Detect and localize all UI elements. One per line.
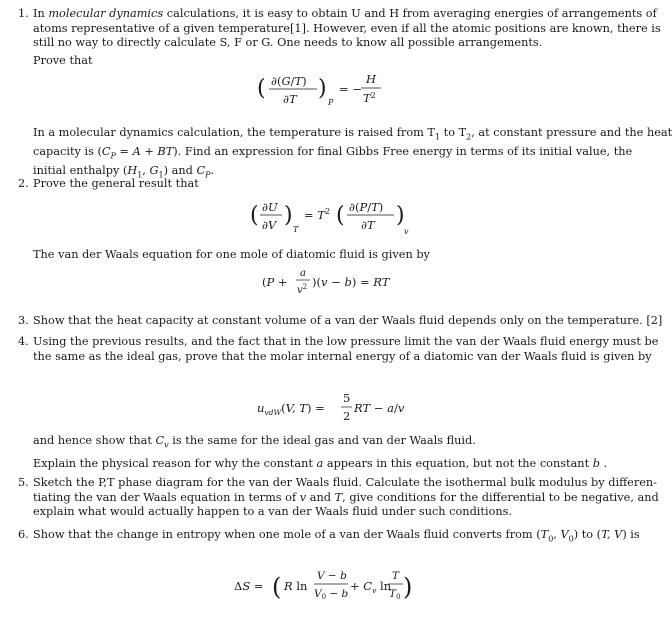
svg-text:∂V: ∂V [262,218,277,232]
item-number: 4. [18,335,29,348]
text-line: Explain the physical reason for why the constant a appears in this equation, but not the constant b . [33,456,608,470]
item-4-continuation [33,434,622,471]
svg-text:(: ( [336,203,345,228]
svg-text:): ) [403,573,413,601]
svg-text:): ) [318,76,327,101]
item-5-text [33,476,659,520]
svg-text:v: v [404,227,409,236]
equation-energy-equation [248,194,408,244]
svg-text:+ Cv ln: + $C_v$ ln [350,579,392,595]
svg-text:∂(G/T): ∂(G/T) [271,74,307,88]
item-number: 6. [18,528,29,541]
item-4-text [33,335,659,364]
svg-text:)(v − b) = RT: )(v − b) = RT [312,275,390,289]
item-2-text [33,177,622,192]
svg-text:): ) [396,203,405,228]
svg-text:R ln: R ln [284,579,308,593]
text-line: Using the previous results, and the fact that in the low pressure limit the van der Waals fluid energy must be [33,335,659,348]
text-line: capacity is $(C_P = A + BT)$. Find an expression for final Gibbs Free energy in terms of its initial value, the [33,144,633,161]
item-1-text [33,7,661,51]
item-number: 2. [18,177,29,190]
text-line: initial enthalpy ($H_1$, $G_1$) and $C_P$. [33,163,215,179]
equation-van-der-waals [260,262,390,306]
svg-text:T: T [392,570,400,582]
equation-gibbs-helmholtz [255,68,385,116]
svg-text:2: 2 [343,409,351,423]
text-line: tiating the van der Waals equation in terms of v and T, give conditions for the differential to be negative, and [33,490,659,504]
svg-text:): ) [284,203,293,228]
svg-text:T0: T0 [389,588,401,601]
svg-text:5: 5 [343,391,351,405]
svg-text:V0 − b: V0 − b [314,588,349,601]
equation-internal-energy [255,388,405,434]
svg-text:= T2: = $T^2$ [304,207,331,222]
item-number: 3. [18,314,29,327]
svg-text:H: H [366,72,377,86]
svg-text:(: ( [257,76,266,101]
equation-entropy-change [232,563,412,615]
item-3-text [33,314,663,329]
item-1-continuation [33,126,672,183]
item-number: 1. [18,7,29,20]
svg-text:∂U: ∂U [262,200,278,214]
svg-text:= −: = − [339,82,362,96]
text-line: atoms representative of a given temperature[1]. However, even if all the atomic positions are known, there is [33,21,661,35]
item-6-text [33,528,640,547]
svg-text:v2: $v^2$ [297,283,308,296]
svg-text:(: ( [272,573,282,601]
svg-text:(P +: (P + [262,275,288,289]
text-line: the same as the ideal gas, prove that the molar internal energy of a diatomic van der Waals fluid is given by [33,349,652,363]
svg-text:∂T: ∂T [283,92,297,106]
svg-text:P: P [328,98,334,107]
text-line: explain what would actually happen to a van der Waals fluid under such conditions. [33,505,513,519]
svg-text:T2: $T^2$ [363,91,376,105]
text-line: still no way to directly calculate S, F or G. One needs to know all possible arrangements. [33,36,543,50]
svg-text:a: a [300,268,306,279]
prove-that-label: Prove that [33,54,93,67]
svg-text:(: ( [250,203,259,228]
svg-text:RT − a/v: RT − a/v [354,401,405,415]
text-line: Prove the general result that [33,177,199,190]
text-line: Show that the heat capacity at constant volume of a van der Waals fluid depends only on the temperature. [2] [33,314,663,327]
vdw-intro: The van der Waals equation for one mole of diatomic fluid is given by [33,248,430,261]
svg-text:uvdW(V, T) =: $u_{vdW}(V$, T) = [257,401,325,417]
text-line: Sketch the P,T phase diagram for the van der Waals fluid. Calculate the isothermal bulk modulus by differen- [33,476,657,489]
svg-text:∂(P/T): ∂(P/T) [349,200,384,214]
text-line: Show that the change in entropy when one mole of a van der Waals fluid converts from ($T_0$, $V_0$) to (T, V) is [33,528,640,544]
text-line: In a molecular dynamics calculation, the temperature is raised from $T_1$ to $T_2$, at constant pressure and the heat [33,126,672,142]
item-number: 5. [18,476,29,489]
svg-text:V − b: V − b [317,570,347,582]
svg-text:T: T [293,225,299,234]
text-line: In molecular dynamics calculations, it is easy to obtain U and H from averaging energies of arrangements of [33,7,657,20]
text-line: and hence show that $C_v$ is the same for the ideal gas and van der Waals fluid. [33,434,476,450]
svg-text:ΔS =: ΔS = [234,579,264,593]
svg-text:∂T: ∂T [361,218,375,232]
